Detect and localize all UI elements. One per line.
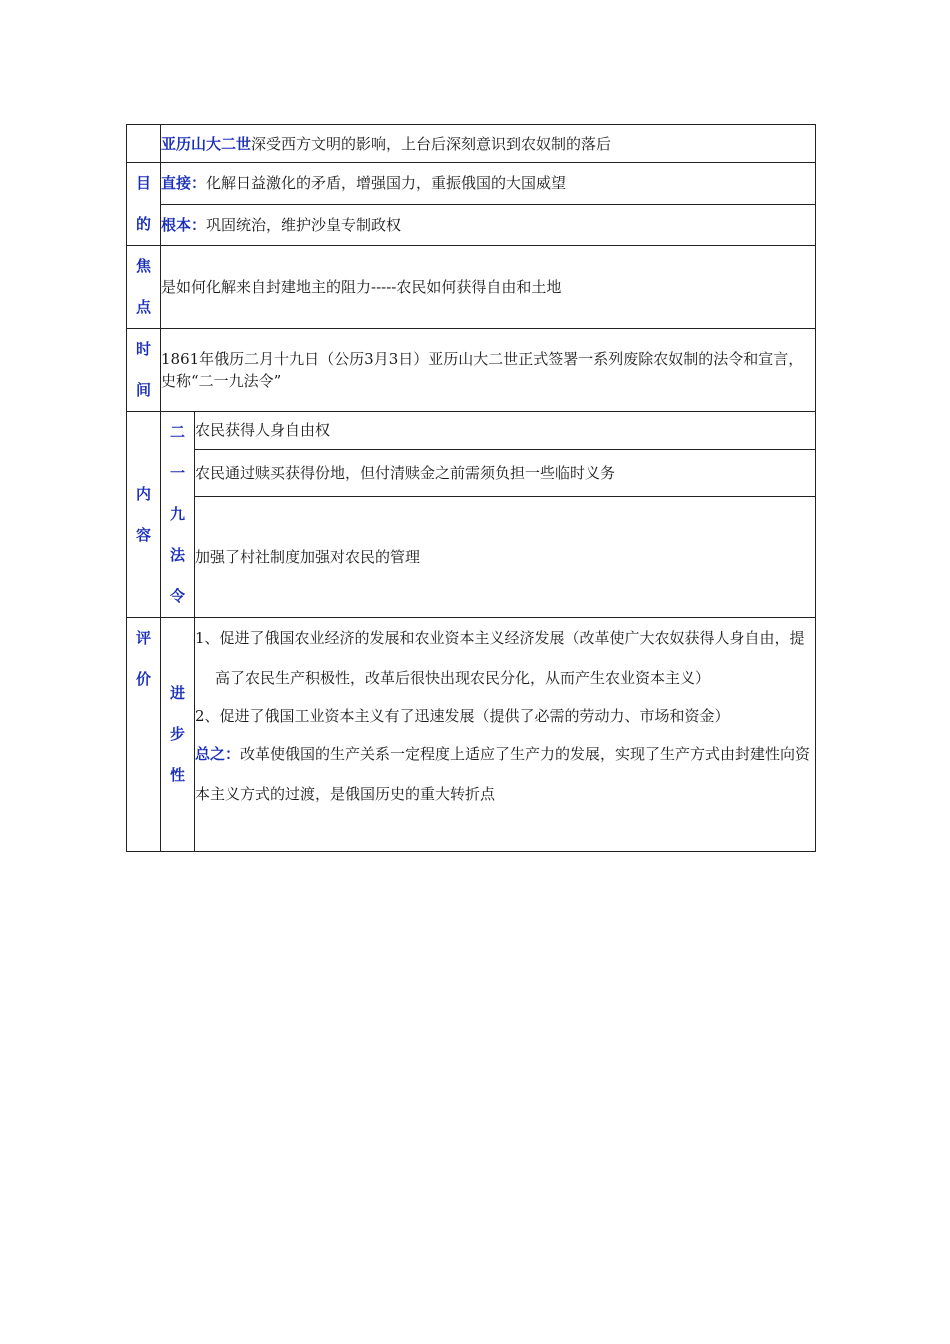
content-row-3	[127, 497, 816, 618]
content-row-2	[127, 449, 816, 496]
background-text: 深受西方文明的影响，上台后深刻意识到农奴制的落后	[251, 134, 612, 153]
content-item-2: 农民通过赎买获得份地，但付清赎金之前需须负担一些临时义务	[195, 449, 816, 496]
focus-text: 是如何化解来自封建地主的阻力-----农民如何获得自由和土地	[161, 246, 816, 329]
background-cell	[161, 125, 816, 163]
time-text: 1861年俄历二月十九日（公历3月3日）亚历山大二世正式签署一系列废除农奴制的法令和宣言，史称“二一九法令”	[161, 329, 816, 412]
content-label: 内 容	[127, 412, 161, 618]
evaluation-row	[127, 618, 816, 852]
direct-text: 化解日益激化的矛盾，增强国力，重振俄国的大国威望	[206, 174, 567, 193]
evaluation-point-1: 1、促进了俄国农业经济的发展和农业资本主义经济发展（改革使广大农奴获得人身自由，提高了农民生产积极性，改革后很快出现农民分化，从而产生农业资本主义）	[195, 629, 805, 687]
direct-keyword: 直接：	[161, 174, 207, 193]
purpose-fundamental-cell	[161, 204, 816, 246]
focus-label: 焦 点	[127, 246, 161, 329]
focus-row	[127, 246, 816, 329]
purpose-direct-cell	[161, 163, 816, 205]
evaluation-point-2: 2、促进了俄国工业资本主义有了迅速发展（提供了必需的劳动力、市场和资金）	[195, 707, 730, 725]
evaluation-cell	[195, 618, 816, 852]
purpose-label: 目 的	[127, 163, 161, 246]
background-row	[127, 125, 816, 163]
content-item-1: 农民获得人身自由权	[195, 412, 816, 450]
progressive-label: 进 步 性	[161, 618, 195, 852]
content-row-1	[127, 412, 816, 450]
evaluation-label: 评 价	[127, 618, 161, 852]
reform-summary-table	[126, 124, 816, 852]
fundamental-keyword: 根本：	[161, 215, 207, 234]
background-label-cell	[127, 125, 161, 163]
evaluation-summary	[195, 734, 815, 814]
purpose-direct-row	[127, 163, 816, 205]
time-row	[127, 329, 816, 412]
time-label: 时 间	[127, 329, 161, 412]
summary-text: 改革使俄国的生产关系一定程度上适应了生产力的发展，实现了生产方式由封建性向资本主义方式的过渡，是俄国历史的重大转折点	[195, 745, 811, 803]
background-keyword: 亚历山大二世	[161, 134, 252, 153]
fundamental-text: 巩固统治，维护沙皇专制政权	[206, 215, 402, 234]
content-item-3: 加强了村社制度加强对农民的管理	[195, 497, 816, 618]
summary-keyword: 总之：	[195, 745, 241, 763]
edict-label: 二 一 九 法 令	[161, 412, 195, 618]
purpose-fundamental-row	[127, 204, 816, 246]
